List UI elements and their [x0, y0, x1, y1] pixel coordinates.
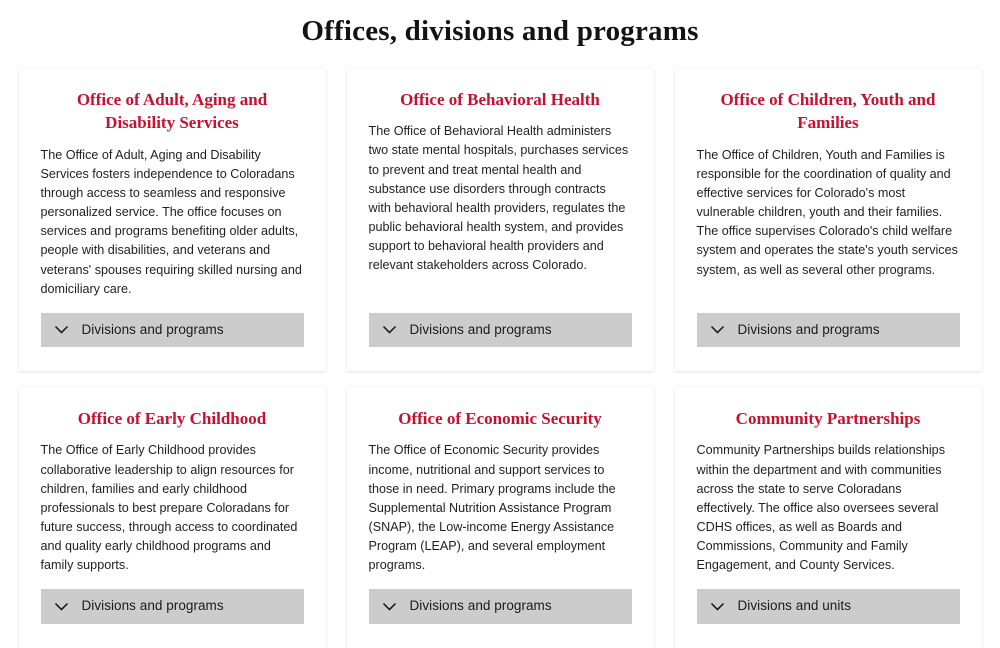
office-card-description: The Office of Adult, Aging and Disability Services fosters independence to Coloradans through access to seamless and responsive personalized service. The office focuses on services and programs benefiting older adults, people with disabilities, and veterans and veterans' spouses requiring skilled nursing and domiciliary care. [40, 147, 302, 296]
divisions-and-programs-accordion-toggle[interactable] [41, 589, 304, 623]
office-card-grid [19, 68, 981, 648]
accordion-label: Divisions and programs [409, 321, 552, 337]
divisions-and-programs-accordion-toggle[interactable] [697, 313, 960, 347]
office-card [19, 387, 326, 648]
office-card-title: Office of Behavioral Health [400, 89, 600, 109]
office-card-description: The Office of Economic Security provides income, nutritional and support services to those in need. Primary programs include the Supplemental Nutrition Assistance Program (SNAP), the Low-income Energy Assistance Program (LEAP), and several employment programs. [368, 443, 616, 573]
accordion-label: Divisions and programs [81, 598, 224, 614]
chevron-down-icon [711, 600, 725, 614]
accordion-label: Divisions and units [737, 598, 852, 614]
office-card-title: Community Partnerships [735, 409, 921, 429]
office-card-title: Office of Economic Security [398, 409, 602, 429]
office-card-title: Office of Early Childhood [77, 409, 267, 429]
page-title: Offices, divisions and programs [301, 15, 699, 47]
office-card [347, 387, 654, 648]
office-card [675, 68, 982, 371]
chevron-down-icon [383, 323, 397, 337]
accordion-label: Divisions and programs [409, 598, 552, 614]
chevron-down-icon [55, 600, 69, 614]
accordion-label: Divisions and programs [737, 321, 880, 337]
chevron-down-icon [383, 600, 397, 614]
chevron-down-icon [711, 323, 725, 337]
office-card [675, 387, 982, 648]
office-card-description: The Office of Behavioral Health administers two state mental hospitals, purchases services to prevent and treat mental health and substance use disorders through contracts with behavioral health providers, regulates the public behavioral health system, and provides support to behavioral health providers and relevant stakeholders across Colorado. [368, 124, 629, 273]
office-card-description: The Office of Children, Youth and Families is responsible for the coordination of quality and effective services for Colorado's most vulnerable children, youth and their families. The office supervises Colorado's child welfare system and operates the state's youth services system, as well as several other programs. [696, 147, 958, 277]
office-card-description: The Office of Early Childhood provides collaborative leadership to align resources for children, families and early childhood professionals to best prepare Coloradans for future success, through access to coordinated and quality early childhood programs and family supports. [40, 443, 298, 573]
office-card-description: Community Partnerships builds relationships within the department and with communities across the state to serve Coloradans effectively. The office also oversees several CDHS offices, as well as Boards and Commissions, Community and Family Engagement, and County Services. [696, 443, 945, 573]
office-card-title: Office of Children, Youth and Families [720, 89, 936, 133]
chevron-down-icon [55, 323, 69, 337]
office-card [347, 68, 654, 371]
divisions-and-programs-accordion-toggle[interactable] [369, 313, 632, 347]
divisions-and-programs-accordion-toggle[interactable] [369, 589, 632, 623]
accordion-label: Divisions and programs [81, 321, 224, 337]
office-card [19, 68, 326, 371]
divisions-and-programs-accordion-toggle[interactable] [41, 313, 304, 347]
office-card-title: Office of Adult, Aging and Disability Services [76, 89, 268, 133]
divisions-and-units-accordion-toggle[interactable] [697, 589, 960, 623]
